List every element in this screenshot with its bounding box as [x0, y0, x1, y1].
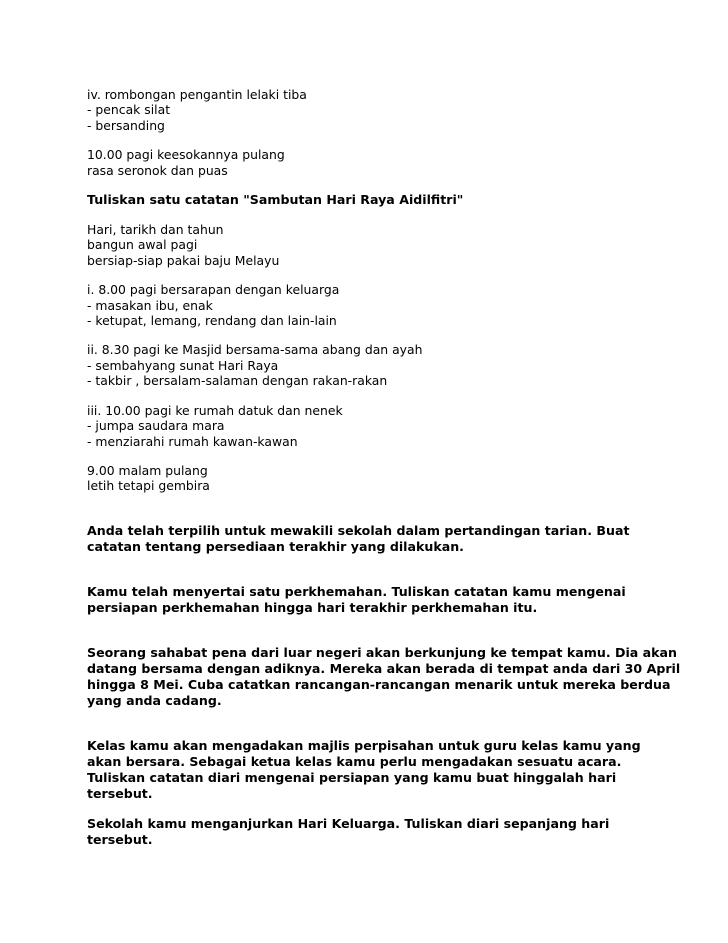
- morning-intro: [87, 222, 707, 268]
- camping-prompt: [87, 584, 707, 616]
- text-line: 9.00 malam pulang: [87, 462, 208, 478]
- text-line: 10.00 pagi keesokannya pulang: [87, 147, 285, 163]
- text-line: - ketupat, lemang, rendang dan lain-lain: [87, 313, 337, 329]
- text-line: i. 8.00 pagi bersarapan dengan keluarga: [87, 282, 340, 298]
- text-line: - takbir , bersalam-salaman dengan rakan-rakan: [87, 373, 388, 389]
- prompt-line: Seorang sahabat pena dari luar negeri akan berkunjung ke tempat kamu. Dia akan: [87, 644, 678, 660]
- document-page: [87, 87, 707, 848]
- prompt-line: Kelas kamu akan mengadakan majlis perpisahan untuk guru kelas kamu yang: [87, 737, 641, 753]
- grandparents-visit-list: [87, 403, 707, 449]
- text-line: bersiap-siap pakai baju Melayu: [87, 252, 280, 268]
- text-line: - sembahyang sunat Hari Raya: [87, 357, 279, 373]
- text-line: letih tetapi gembira: [87, 478, 210, 494]
- text-line: Hari, tarikh dan tahun: [87, 222, 224, 238]
- text-line: iv. rombongan pengantin lelaki tiba: [87, 87, 307, 102]
- breakfast-list: [87, 282, 707, 328]
- prompt-line: akan bersara. Sebagai ketua kelas kamu perlu mengadakan sesuatu acara.: [87, 753, 622, 769]
- evening-return-note: [87, 463, 707, 494]
- prompt-line: Anda telah terpilih untuk mewakili sekolah dalam pertandingan tarian. Buat: [87, 522, 630, 538]
- text-line: - bersanding: [87, 117, 165, 133]
- text-line: rasa seronok dan puas: [87, 162, 228, 178]
- dance-competition-prompt: [87, 523, 707, 555]
- prompt-line: Kamu telah menyertai satu perkhemahan. Tuliskan catatan kamu mengenai: [87, 583, 626, 599]
- text-line: - pencak silat: [87, 102, 171, 118]
- text-line: ii. 8.30 pagi ke Masjid bersama-sama abang dan ayah: [87, 342, 423, 358]
- text-line: - jumpa saudara mara: [87, 418, 225, 434]
- prompt-line: datang bersama dengan adiknya. Mereka akan berada di tempat anda dari 30 April: [87, 660, 681, 676]
- text-line: bangun awal pagi: [87, 237, 198, 253]
- prompt-line: Tuliskan catatan diari mengenai persiapan yang kamu buat hinggalah hari: [87, 769, 617, 785]
- prompt-line: persiapan perkhemahan hingga hari terakhir perkhemahan itu.: [87, 599, 538, 615]
- text-line: - masakan ibu, enak: [87, 297, 213, 313]
- hari-raya-prompt: [87, 192, 707, 208]
- prompt-line: catatan tentang persediaan terakhir yang dilakukan.: [87, 538, 464, 554]
- prompt-line: yang anda cadang.: [87, 692, 222, 708]
- text-line: iii. 10.00 pagi ke rumah datuk dan nenek: [87, 402, 343, 418]
- prompt-line: hingga 8 Mei. Cuba catatkan rancangan-rancangan menarik untuk mereka berdua: [87, 676, 671, 692]
- wedding-procession-list: [87, 87, 707, 133]
- family-day-prompt: [87, 816, 707, 848]
- text-line: - menziarahi rumah kawan-kawan: [87, 433, 298, 449]
- prompt-line: tersebut.: [87, 831, 153, 847]
- prompt-line: Sekolah kamu menganjurkan Hari Keluarga. Tuliskan diari sepanjang hari: [87, 815, 610, 831]
- mosque-list: [87, 342, 707, 388]
- return-home-note: [87, 147, 707, 178]
- farewell-ceremony-prompt: [87, 738, 707, 802]
- prompt-heading: Tuliskan satu catatan "Sambutan Hari Raya Aidilfitri": [87, 192, 464, 208]
- prompt-line: tersebut.: [87, 785, 153, 801]
- pen-pal-prompt: [87, 645, 707, 709]
